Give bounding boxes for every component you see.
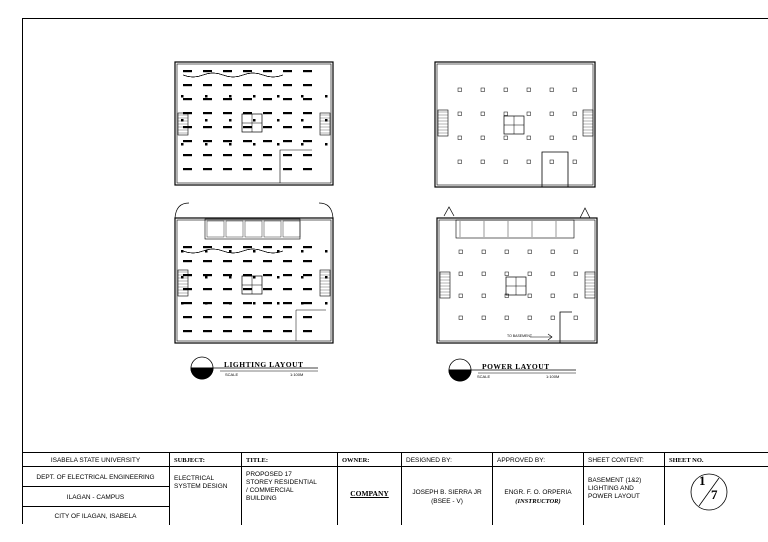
approver-role: (INSTRUCTOR) <box>515 498 561 505</box>
owner-value: COMPANY <box>350 489 389 498</box>
lighting-layout-title: LIGHTING LAYOUT <box>224 360 304 369</box>
sheet-number-current: 1 <box>699 473 706 488</box>
sheet-number-circle <box>689 472 729 512</box>
subject-value: ELECTRICAL SYSTEM DESIGN <box>174 475 228 490</box>
power-feed-note: TO BASEMENT <box>507 334 533 338</box>
lighting-plan-basement-2 <box>175 203 333 343</box>
designed-label: DESIGNED BY: <box>402 453 492 467</box>
designed-cell <box>402 453 493 525</box>
approver-name: ENGR. F. O. ORPERIA <box>504 489 572 496</box>
title-block <box>22 452 768 525</box>
power-scale-value: 1:100M <box>546 374 560 379</box>
owner-cell <box>338 453 402 525</box>
lighting-scale-label: SCALE <box>225 372 239 377</box>
owner-label: OWNER: <box>338 453 401 467</box>
department-name: DEPT. OF ELECTRICAL ENGINEERING <box>22 467 169 487</box>
sheet-number-label: SHEET NO. <box>665 453 768 467</box>
title-cell <box>242 453 338 525</box>
title-value: PROPOSED 17 STOREY RESIDENTIAL / COMMERCIAL BUILDING <box>246 471 317 502</box>
title-label: TITLE: <box>242 453 337 467</box>
power-layout-title: POWER LAYOUT <box>482 362 550 371</box>
power-scale-label: SCALE <box>477 374 491 379</box>
approved-cell <box>493 453 584 525</box>
subject-cell <box>170 453 242 525</box>
lighting-scale-value: 1:100M <box>290 372 304 377</box>
sheet-number-cell <box>665 453 768 525</box>
designer-course: (BSEE - V) <box>431 498 463 505</box>
city-name: CITY OF ILAGAN, ISABELA <box>54 513 137 520</box>
subject-label: SUBJECT: <box>170 453 241 467</box>
sheet-content-value: BASEMENT (1&2) LIGHTING AND POWER LAYOUT <box>588 477 642 500</box>
sheet-content-cell <box>584 453 665 525</box>
sheet-content-label: SHEET CONTENT: <box>584 453 664 467</box>
designer-name: JOSEPH B. SIERRA JR <box>412 489 482 496</box>
campus-name: ILAGAN - CAMPUS <box>22 487 169 507</box>
power-plan-basement-1 <box>435 62 595 187</box>
sheet-number-total: 7 <box>711 487 718 502</box>
university-name: ISABELA STATE UNIVERSITY <box>22 453 169 467</box>
approved-label: APPROVED BY: <box>493 453 583 467</box>
power-plan-basement-2 <box>437 207 597 343</box>
university-cell <box>22 453 170 525</box>
lighting-plan-basement-1 <box>175 62 333 185</box>
